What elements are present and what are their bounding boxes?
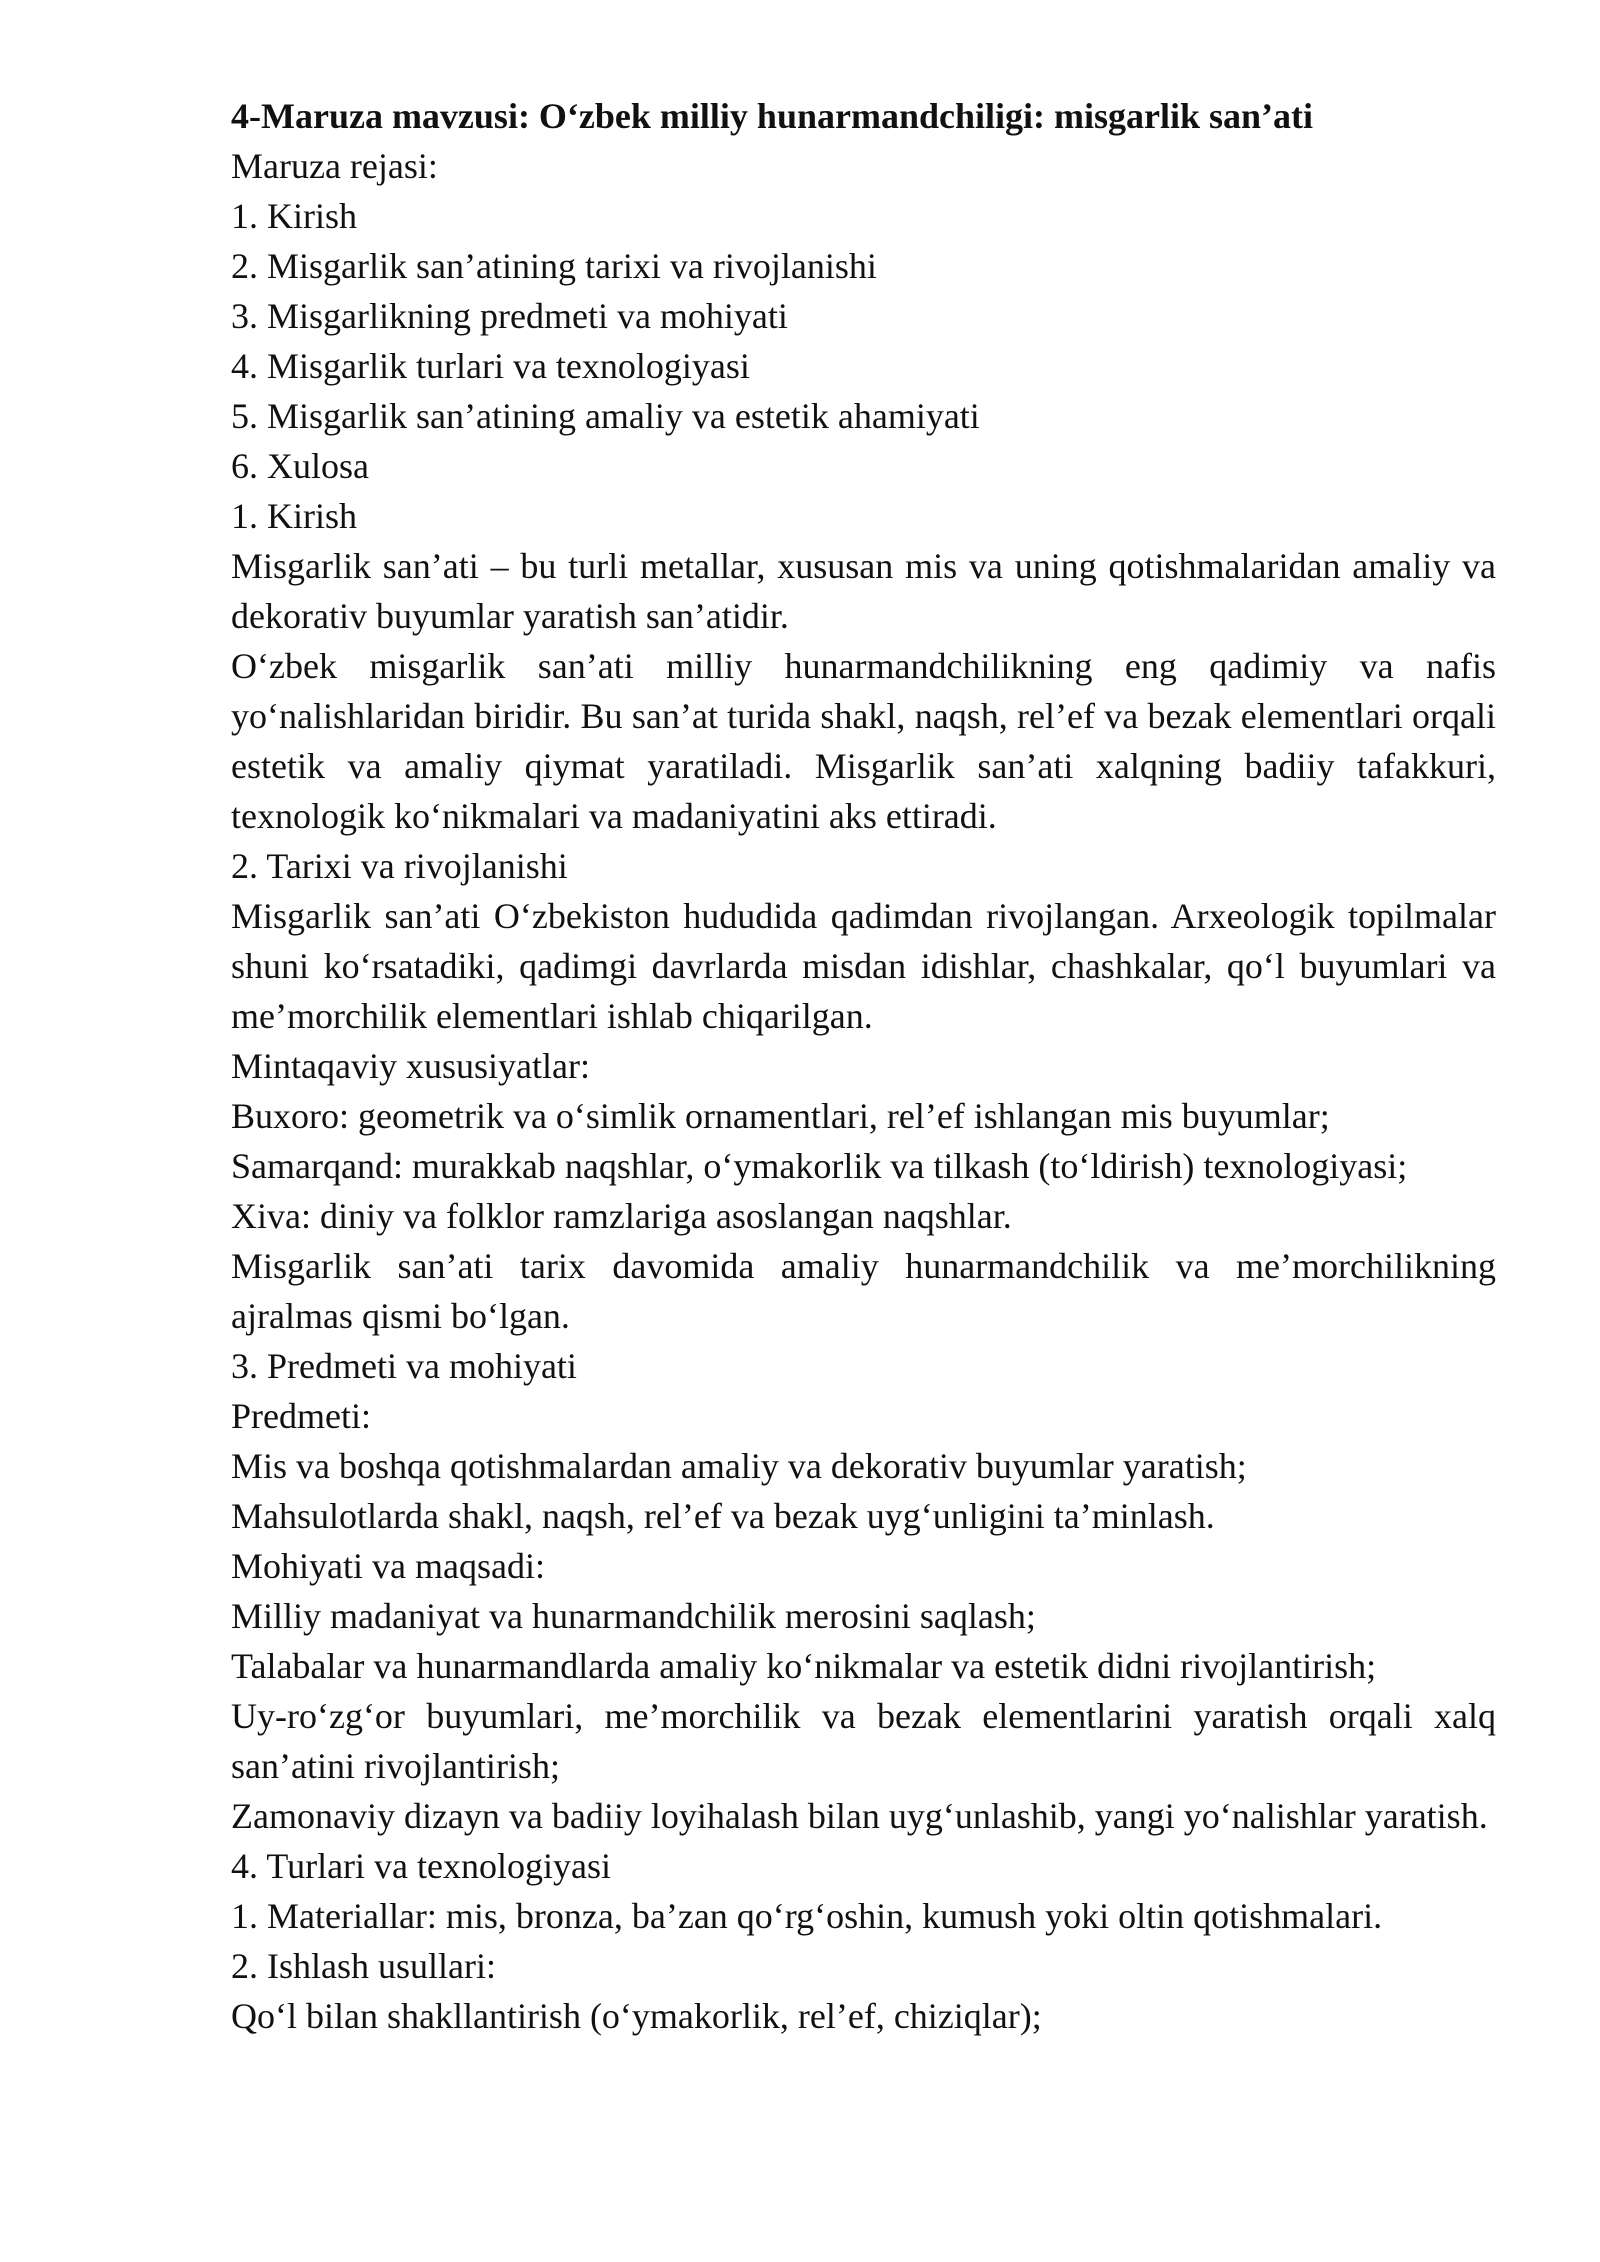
- document-title: 4-Maruza mavzusi: O‘zbek milliy hunarmandchiligi: misgarlik san’ati: [231, 96, 1314, 136]
- section-heading: 4. Turlari va texnologiyasi: [231, 1846, 611, 1886]
- plan-item: 4. Misgarlik turlari va texnologiyasi: [231, 346, 750, 386]
- list-item: Samarqand: murakkab naqshlar, o‘ymakorlik va tilkash (to‘ldirish) texnologiyasi;: [231, 1146, 1408, 1186]
- subheading: Predmeti:: [231, 1396, 371, 1436]
- list-item: Mis va boshqa qotishmalardan amaliy va dekorativ buyumlar yaratish;: [231, 1446, 1247, 1486]
- list-item: Qo‘l bilan shakllantirish (o‘ymakorlik, rel’ef, chiziqlar);: [231, 1996, 1042, 2036]
- paragraph: Misgarlik san’ati tarix davomida amaliy hunarmandchilik va me’morchilikning ajralmas qismi bo‘lgan.: [231, 1246, 1496, 1336]
- section-heading: 1. Kirish: [231, 496, 357, 536]
- list-item: Uy-ro‘zg‘or buyumlari, me’morchilik va bezak elementlarini yaratish orqali xalq san’atini rivojlantirish;: [231, 1696, 1496, 1786]
- paragraph: O‘zbek misgarlik san’ati milliy hunarmandchilikning eng qadimiy va nafis yo‘nalishlaridan biridir. Bu san’at turida shakl, naqsh, rel’ef va bezak elementlari orqali estetik va amaliy qiymat yaratiladi. Misgarlik san’ati xalqning badiiy tafakkuri, texnologik ko‘nikmalari va madaniyatini aks ettiradi.: [231, 646, 1496, 836]
- subheading: Mintaqaviy xususiyatlar:: [231, 1046, 590, 1086]
- list-item: Mahsulotlarda shakl, naqsh, rel’ef va bezak uyg‘unligini ta’minlash.: [231, 1496, 1215, 1536]
- plan-item: 2. Misgarlik san’atining tarixi va rivojlanishi: [231, 246, 877, 286]
- plan-item: 6. Xulosa: [231, 446, 369, 486]
- subheading: Mohiyati va maqsadi:: [231, 1546, 545, 1586]
- plan-item: 5. Misgarlik san’atining amaliy va estetik ahamiyati: [231, 396, 980, 436]
- subheading: 2. Ishlash usullari:: [231, 1946, 496, 1986]
- plan-heading: Maruza rejasi:: [231, 146, 438, 186]
- list-item: Buxoro: geometrik va o‘simlik ornamentlari, rel’ef ishlangan mis buyumlar;: [231, 1096, 1330, 1136]
- section-heading: 3. Predmeti va mohiyati: [231, 1346, 577, 1386]
- list-item: Talabalar va hunarmandlarda amaliy ko‘nikmalar va estetik didni rivojlantirish;: [231, 1646, 1377, 1686]
- list-item: 1. Materiallar: mis, bronza, ba’zan qo‘rg‘oshin, kumush yoki oltin qotishmalari.: [231, 1896, 1383, 1936]
- list-item: Xiva: diniy va folklor ramzlariga asoslangan naqshlar.: [231, 1196, 1012, 1236]
- list-item: Milliy madaniyat va hunarmandchilik merosini saqlash;: [231, 1596, 1036, 1636]
- paragraph: Misgarlik san’ati – bu turli metallar, xususan mis va uning qotishmalaridan amaliy va dekorativ buyumlar yaratish san’atidir.: [231, 546, 1496, 636]
- document-body: [231, 91, 1496, 2041]
- list-item: Zamonaviy dizayn va badiiy loyihalash bilan uyg‘unlashib, yangi yo‘nalishlar yaratish.: [231, 1796, 1488, 1836]
- plan-item: 1. Kirish: [231, 196, 357, 236]
- paragraph: Misgarlik san’ati O‘zbekiston hududida qadimdan rivojlangan. Arxeologik topilmalar shuni ko‘rsatadiki, qadimgi davrlarda misdan idishlar, chashkalar, qo‘l buyumlari va me’morchilik elementlari ishlab chiqarilgan.: [231, 896, 1496, 1036]
- plan-item: 3. Misgarlikning predmeti va mohiyati: [231, 296, 788, 336]
- section-heading: 2. Tarixi va rivojlanishi: [231, 846, 568, 886]
